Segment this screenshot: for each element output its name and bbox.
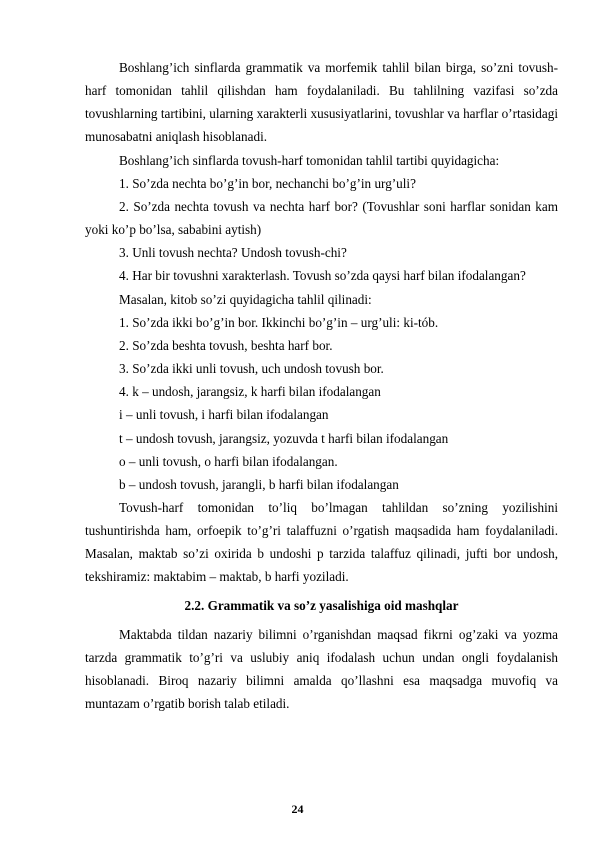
paragraph: Maktabda tildan nazariy bilimni o’rganishdan maqsad fikrni og’zaki va yozma tarzda grammatik to’g’ri va uslubiy aniq ifodalash uchun undan ongli foydalanish hisoblanadi. Biroq nazariy bilimni amalda qo’llashni esa maqsadga muvofiq va muntazam o’rgatib borish talab etiladi. [85,626,558,712]
paragraph: Masalan, kitob so’zi quyidagicha tahlil qilinadi: [119,291,372,307]
list-item: 3. Unli tovush nechta? Undosh tovush-chi? [119,245,347,261]
list-item: 2. So’zda nechta tovush va nechta harf bor? (Tovushlar soni harflar sonidan kam yoki ko’p bo’lsa, sababini aytish) [85,198,558,238]
list-item: 4. Har bir tovushni xarakterlash. Tovush so’zda qaysi harf bilan ifodalangan? [119,268,526,284]
list-item: 4. k – undosh, jarangsiz, k harfi bilan ifodalangan [119,384,381,400]
list-item: 1. So’zda ikki bo’g’in bor. Ikkinchi bo’g’in – urg’uli: ki-tób. [119,314,439,330]
list-item: 3. So’zda ikki unli tovush, uch undosh tovush bor. [119,361,384,377]
paragraph: Tovush-harf tomonidan to’liq bo’lmagan tahlildan so’zning yozilishini tushuntirishda ham, orfoepik to’g’ri talaffuzni o’rgatish maqsadida ham foydalaniladi. Masalan, maktab so’zi oxirida b undoshi p tarzida talaffuz qilinadi, jufti bor undosh, tekshiramiz: maktabim – maktab, b harfi yoziladi. [85,499,558,585]
list-item: b – undosh tovush, jarangli, b harfi bilan ifodalangan [119,476,399,492]
section-heading: 2.2. Grammatik va so’z yasalishiga oid mashqlar [184,597,459,613]
list-item: t – undosh tovush, jarangsiz, yozuvda t harfi bilan ifodalangan [119,430,449,446]
paragraph: Boshlang’ich sinflarda tovush-harf tomonidan tahlil tartibi quyidagicha: [119,152,500,168]
list-item: 1. So’zda nechta bo’g’in bor, nechanchi bo’g’in urg’uli? [119,175,416,191]
paragraph: Boshlang’ich sinflarda grammatik va morfemik tahlil bilan birga, so’zni tovush-harf tomonidan tahlil qilishdan ham foydalaniladi. Bu tahlilning vazifasi so’zda tovushlarning tartibini, ularning xarakterli xususiyatlarini, tovushlar va harflar o’rtasidagi munosabatni aniqlash hisoblanadi. [85,60,558,145]
page-number: 24 [291,802,304,816]
list-item: o – unli tovush, o harfi bilan ifodalangan. [119,453,338,469]
document-body [85,56,558,715]
list-item: i – unli tovush, i harfi bilan ifodalangan [119,407,329,423]
list-item: 2. So’zda beshta tovush, beshta harf bor. [119,337,333,353]
